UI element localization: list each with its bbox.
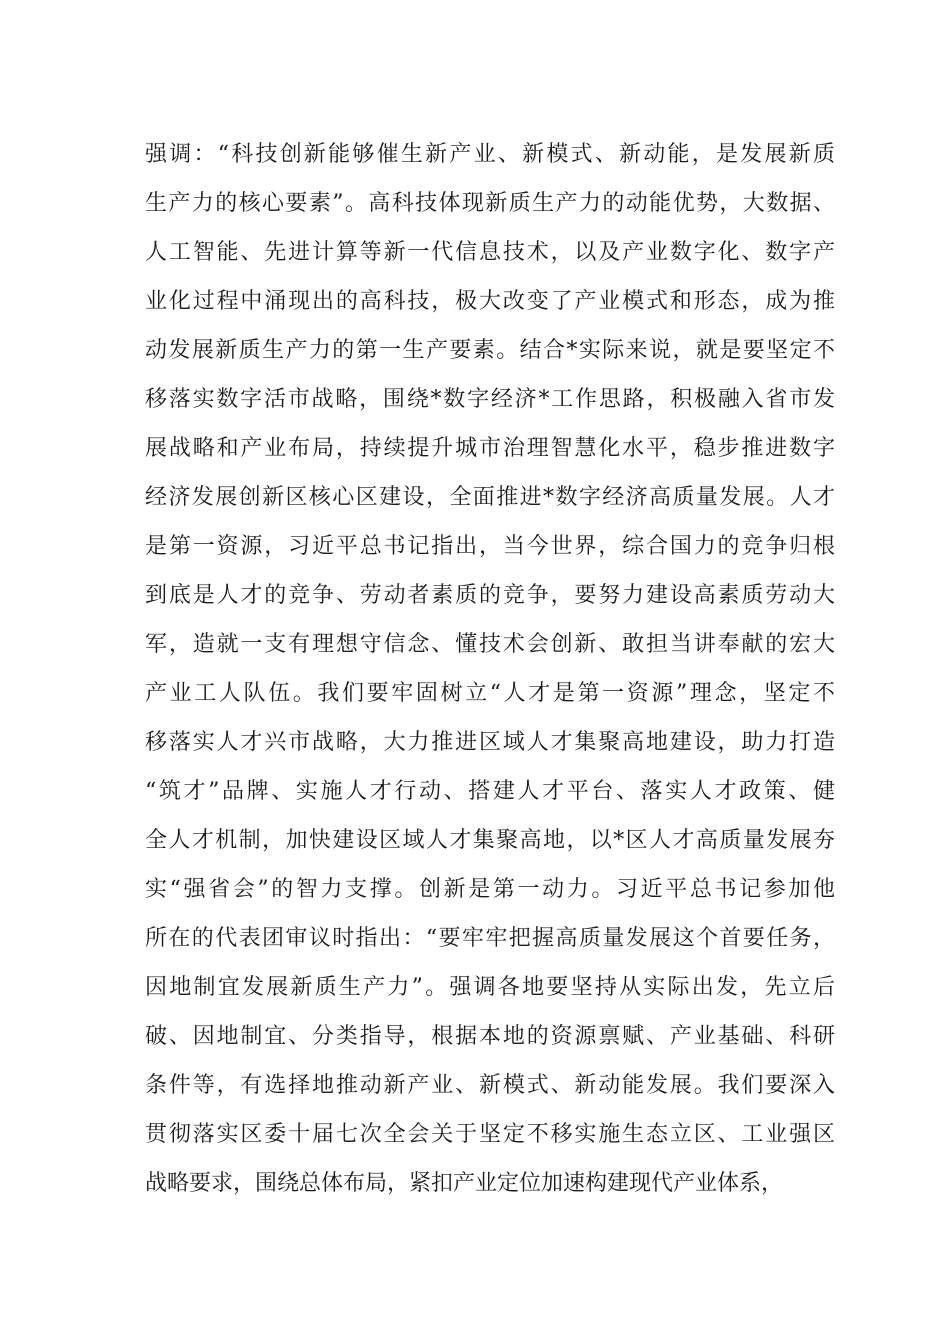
text-line: 经济发展创新区核心区建设，全面推进*数字经济高质量发展。人才 [145,485,835,510]
text-line: 强调：“科技创新能够催生新产业、新模式、新动能，是发展新质 [145,142,835,167]
text-line: 因地制宜发展新质生产力”。强调各地要坚持从实际出发，先立后 [145,975,835,1000]
text-line: 是第一资源，习近平总书记指出，当今世界，综合国力的竞争归根 [145,534,835,559]
text-line: 移落实数字活市战略，围绕*数字经济*工作思路，积极融入省市发 [145,387,835,412]
text-line: 所在的代表团审议时指出：“要牢牢把握高质量发展这个首要任务， [145,926,835,951]
text-line: “筑才”品牌、实施人才行动、搭建人才平台、落实人才政策、健 [145,779,835,804]
text-line: 军，造就一支有理想守信念、懂技术会创新、敢担当讲奉献的宏大 [145,632,835,657]
text-line: 业化过程中涌现出的高科技，极大改变了产业模式和形态，成为推 [145,289,835,314]
text-line: 实“强省会”的智力支撑。创新是第一动力。习近平总书记参加他 [145,877,835,902]
text-line: 破、因地制宜、分类指导，根据本地的资源禀赋、产业基础、科研 [145,1024,835,1049]
text-line: 移落实人才兴市战略，大力推进区域人才集聚高地建设，助力打造 [145,730,835,755]
text-line: 产业工人队伍。我们要牢固树立“人才是第一资源”理念，坚定不 [145,681,835,706]
text-line: 贯彻落实区委十届七次全会关于坚定不移实施生态立区、工业强区 [145,1122,835,1147]
text-line: 动发展新质生产力的第一生产要素。结合*实际来说，就是要坚定不 [145,338,835,363]
text-line: 全人才机制，加快建设区域人才集聚高地，以*区人才高质量发展夯 [145,828,835,853]
text-line: 到底是人才的竞争、劳动者素质的竞争，要努力建设高素质劳动大 [145,583,835,608]
text-line: 人工智能、先进计算等新一代信息技术，以及产业数字化、数字产 [145,240,835,265]
text-line: 条件等，有选择地推动新产业、新模式、新动能发展。我们要深入 [145,1073,835,1098]
text-line: 生产力的核心要素”。高科技体现新质生产力的动能优势，大数据、 [145,191,835,216]
text-line: 展战略和产业布局，持续提升城市治理智慧化水平，稳步推进数字 [145,436,835,461]
body-paragraph [145,130,835,1208]
text-line: 战略要求，围绕总体布局，紧扣产业定位加速构建现代产业体系， [145,1171,784,1196]
